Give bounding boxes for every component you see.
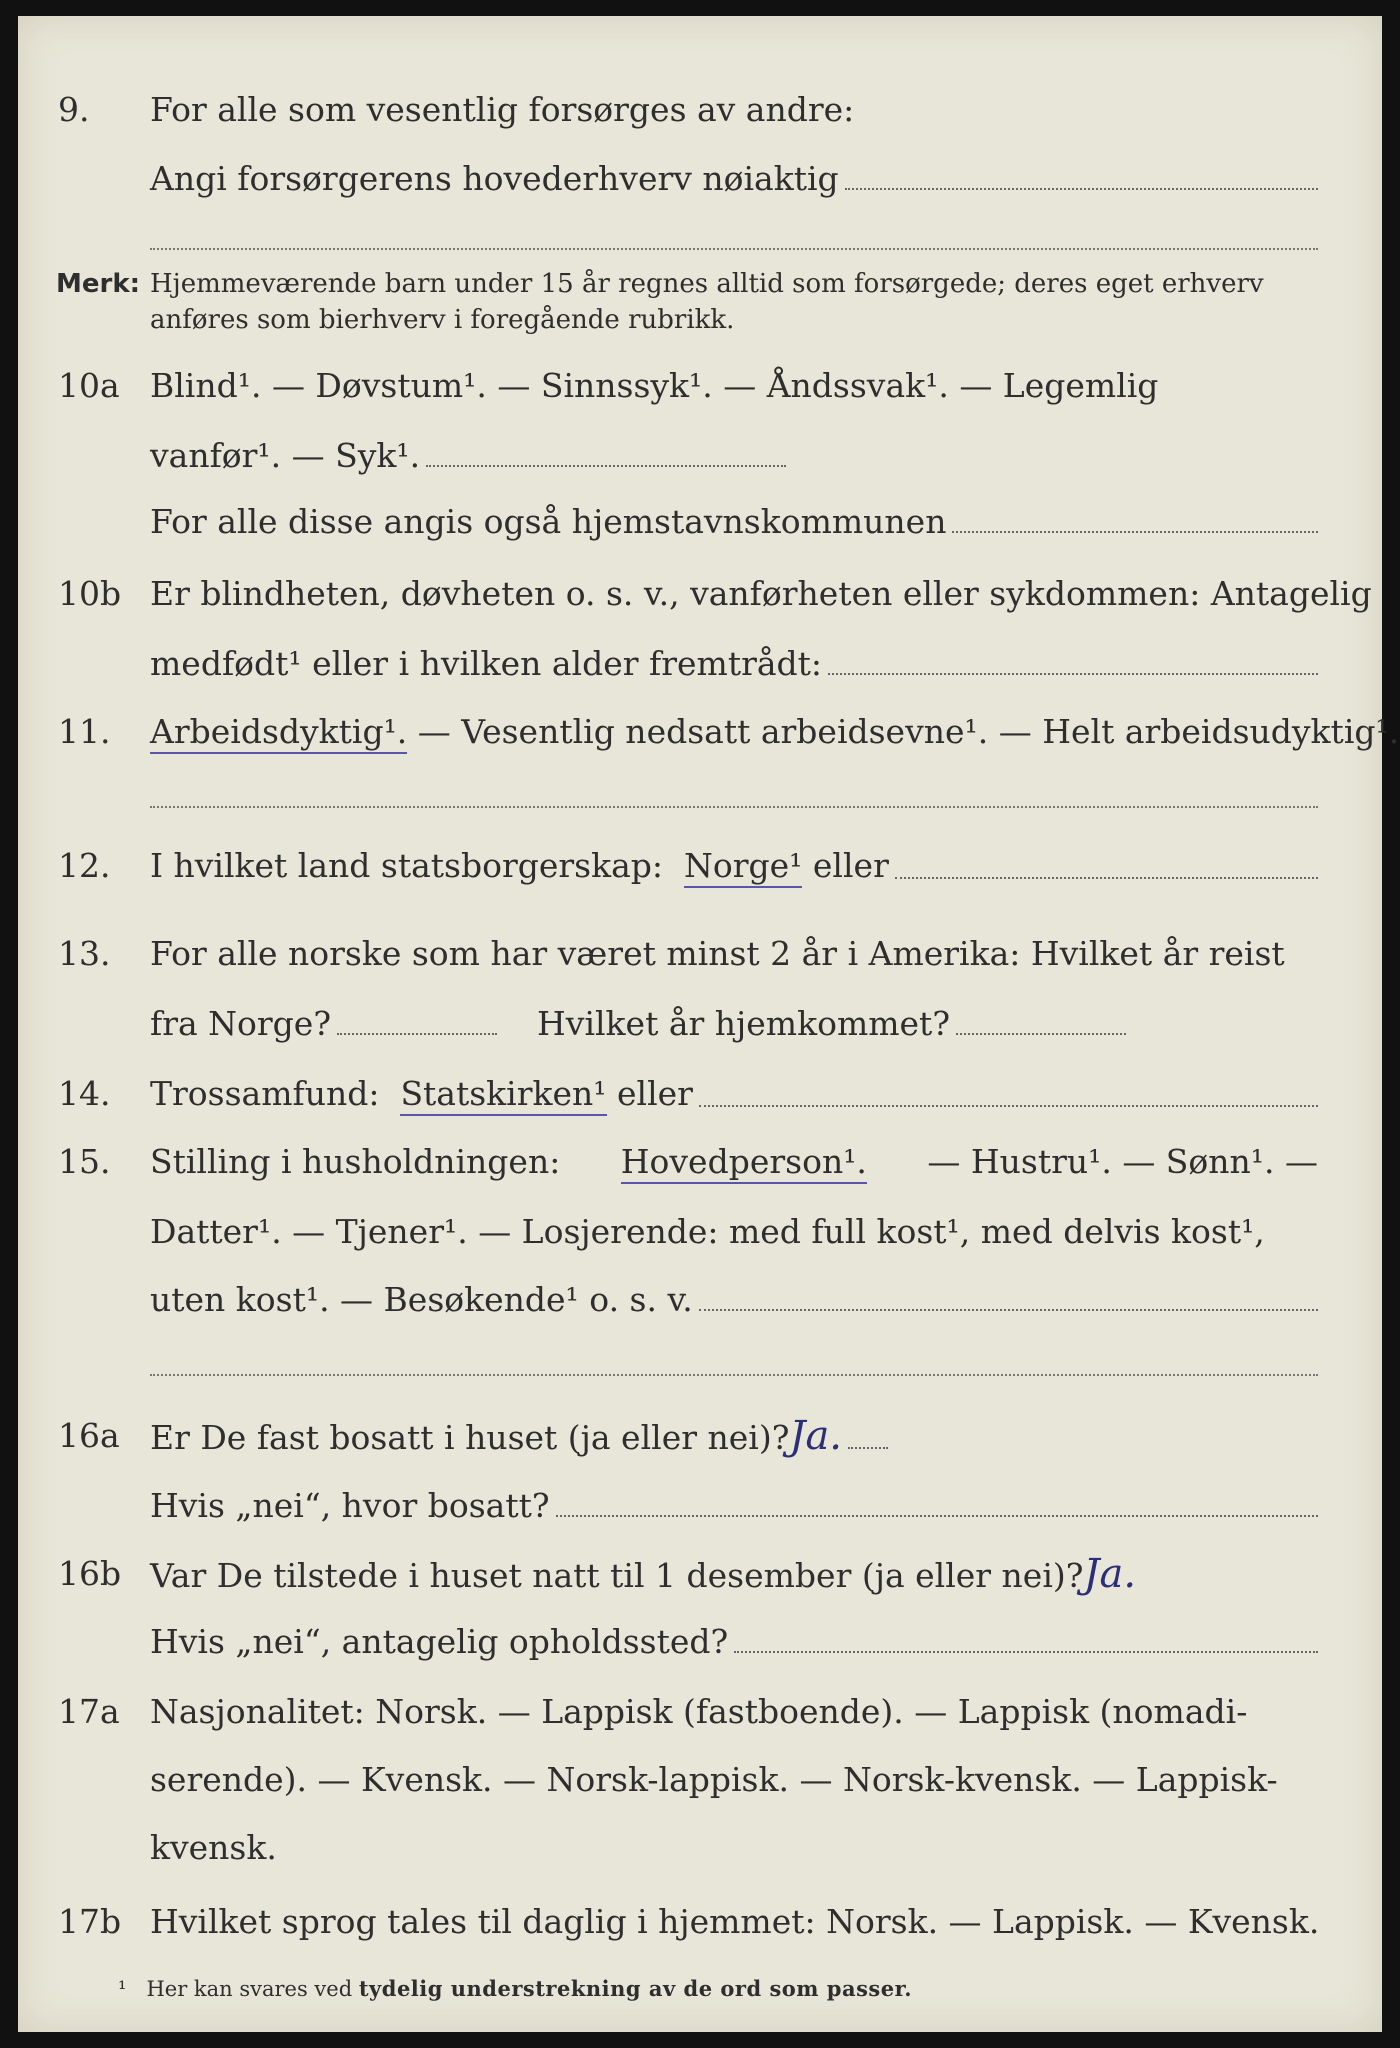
separator-line [150, 1374, 1318, 1376]
q14-option-underlined: Statskirken¹ [400, 1074, 606, 1116]
q10b-text-1: Er blindheten, døvheten o. s. v., vanførheten eller sykdommen: Antagelig [150, 574, 1372, 613]
q12-number: 12. [58, 846, 111, 885]
q11-option-underlined: Arbeidsdyktig¹. [150, 712, 407, 754]
q11-number: 11. [58, 712, 111, 751]
q15-number: 15. [58, 1142, 111, 1181]
q17b-number: 17b [58, 1902, 122, 1941]
footnote-bold-text: tydelig understrekning av de ord som passer. [358, 1976, 913, 2001]
q10a-number: 10a [58, 366, 120, 405]
q16b-text-2: Hvis „nei“, antagelig opholdssted? [150, 1622, 729, 1661]
q15-text-3: uten kost¹. — Besøkende¹ o. s. v. [150, 1280, 693, 1319]
q13-text-a: fra Norge? [150, 1004, 332, 1043]
q15-text: Stilling i husholdningen: [150, 1142, 561, 1181]
q16b-handwritten-answer: Ja. [1083, 1551, 1137, 1597]
q17a-text-2: serende). — Kvensk. — Norsk-lappisk. — Norsk-kvensk. — Lappisk- [150, 1760, 1278, 1799]
q10b-answer-line [828, 673, 1318, 675]
q14-answer-line [699, 1105, 1318, 1107]
q17a-text-1: Nasjonalitet: Norsk. — Lappisk (fastboende). — Lappisk (nomadi- [150, 1692, 1248, 1731]
q9-text-2: Angi forsørgerens hovederhverv nøiaktig [150, 159, 839, 198]
q13-text-b: Hvilket år hjemkommet? [537, 1004, 951, 1043]
q10a-text-3: For alle disse angis også hjemstavnskommunen [150, 502, 947, 541]
q17a-number: 17a [58, 1692, 120, 1731]
q15-answer-line [699, 1309, 1318, 1311]
separator-line [150, 806, 1318, 808]
q16a-number: 16a [58, 1416, 120, 1455]
q10a-municipality-line [952, 531, 1318, 533]
q16a-handwritten-answer: Ja. [789, 1413, 843, 1459]
q12-option-underlined: Norge¹ [684, 846, 802, 888]
merk-label: Merk: [56, 269, 141, 299]
merk-text-1: Hjemmeværende barn under 15 år regnes alltid som forsørgede; deres eget erhverv [150, 269, 1264, 299]
q11-text-rest: — Vesentlig nedsatt arbeidsevne¹. — Helt arbeidsudyktig¹. [407, 712, 1400, 751]
merk-note [56, 266, 1318, 335]
q15-text-post: — Hustru¹. — Sønn¹. — [927, 1142, 1318, 1181]
q10a-text-1: Blind¹. — Døvstum¹. — Sinnssyk¹. — Åndssvak¹. — Legemlig [150, 366, 1159, 405]
q16b-number: 16b [58, 1554, 122, 1593]
q14-text: Trossamfund: [150, 1074, 380, 1113]
q9-text-1: For alle som vesentlig forsørges av andre: [150, 90, 855, 129]
q15-text-2: Datter¹. — Tjener¹. — Losjerende: med full kost¹, med delvis kost¹, [150, 1212, 1265, 1251]
q16a-residence-line [556, 1515, 1318, 1517]
footnote-text: Her kan svares ved [146, 1977, 353, 2001]
q10b-text-2: medfødt¹ eller i hvilken alder fremtrådt: [150, 644, 823, 683]
q16b-text-1: Var De tilstede i huset natt til 1 desember (ja eller nei)? [150, 1556, 1084, 1595]
q12-text: I hvilket land statsborgerskap: [150, 846, 664, 885]
q13-number: 13. [58, 934, 111, 973]
census-form-page [18, 16, 1400, 2032]
q9-answer-line [845, 188, 1318, 190]
q17b-text: Hvilket sprog tales til daglig i hjemmet: Norsk. — Lappisk. — Kvensk. [150, 1902, 1320, 1941]
q14-number: 14. [58, 1074, 111, 1113]
q16a-text-1: Er De fast bosatt i huset (ja eller nei)? [150, 1418, 790, 1457]
q10a-text-2: vanfør¹. — Syk¹. [150, 436, 421, 475]
q17a-text-3: kvensk. [150, 1828, 277, 1867]
q13-departure-year-line [337, 1033, 497, 1035]
q9-number: 9. [58, 90, 90, 129]
q16b-location-line [734, 1651, 1318, 1653]
q16a-answer-line [848, 1447, 888, 1449]
q10a-answer-line [426, 465, 786, 467]
q12-answer-line [895, 877, 1318, 879]
q10b-number: 10b [58, 574, 122, 613]
q16a-text-2: Hvis „nei“, hvor bosatt? [150, 1486, 550, 1525]
merk-text-2: anføres som bierhverv i foregående rubrikk. [150, 305, 735, 335]
separator-line [150, 248, 1318, 250]
q13-text-1: For alle norske som har været minst 2 år i Amerika: Hvilket år reist [150, 934, 1285, 973]
q13-return-year-line [956, 1033, 1126, 1035]
q12-text-post: eller [812, 846, 889, 885]
footnote [118, 1976, 912, 2001]
footnote-mark: ¹ [118, 1977, 127, 2001]
q15-option-underlined: Hovedperson¹. [621, 1142, 867, 1184]
q14-text-post: eller [617, 1074, 693, 1113]
